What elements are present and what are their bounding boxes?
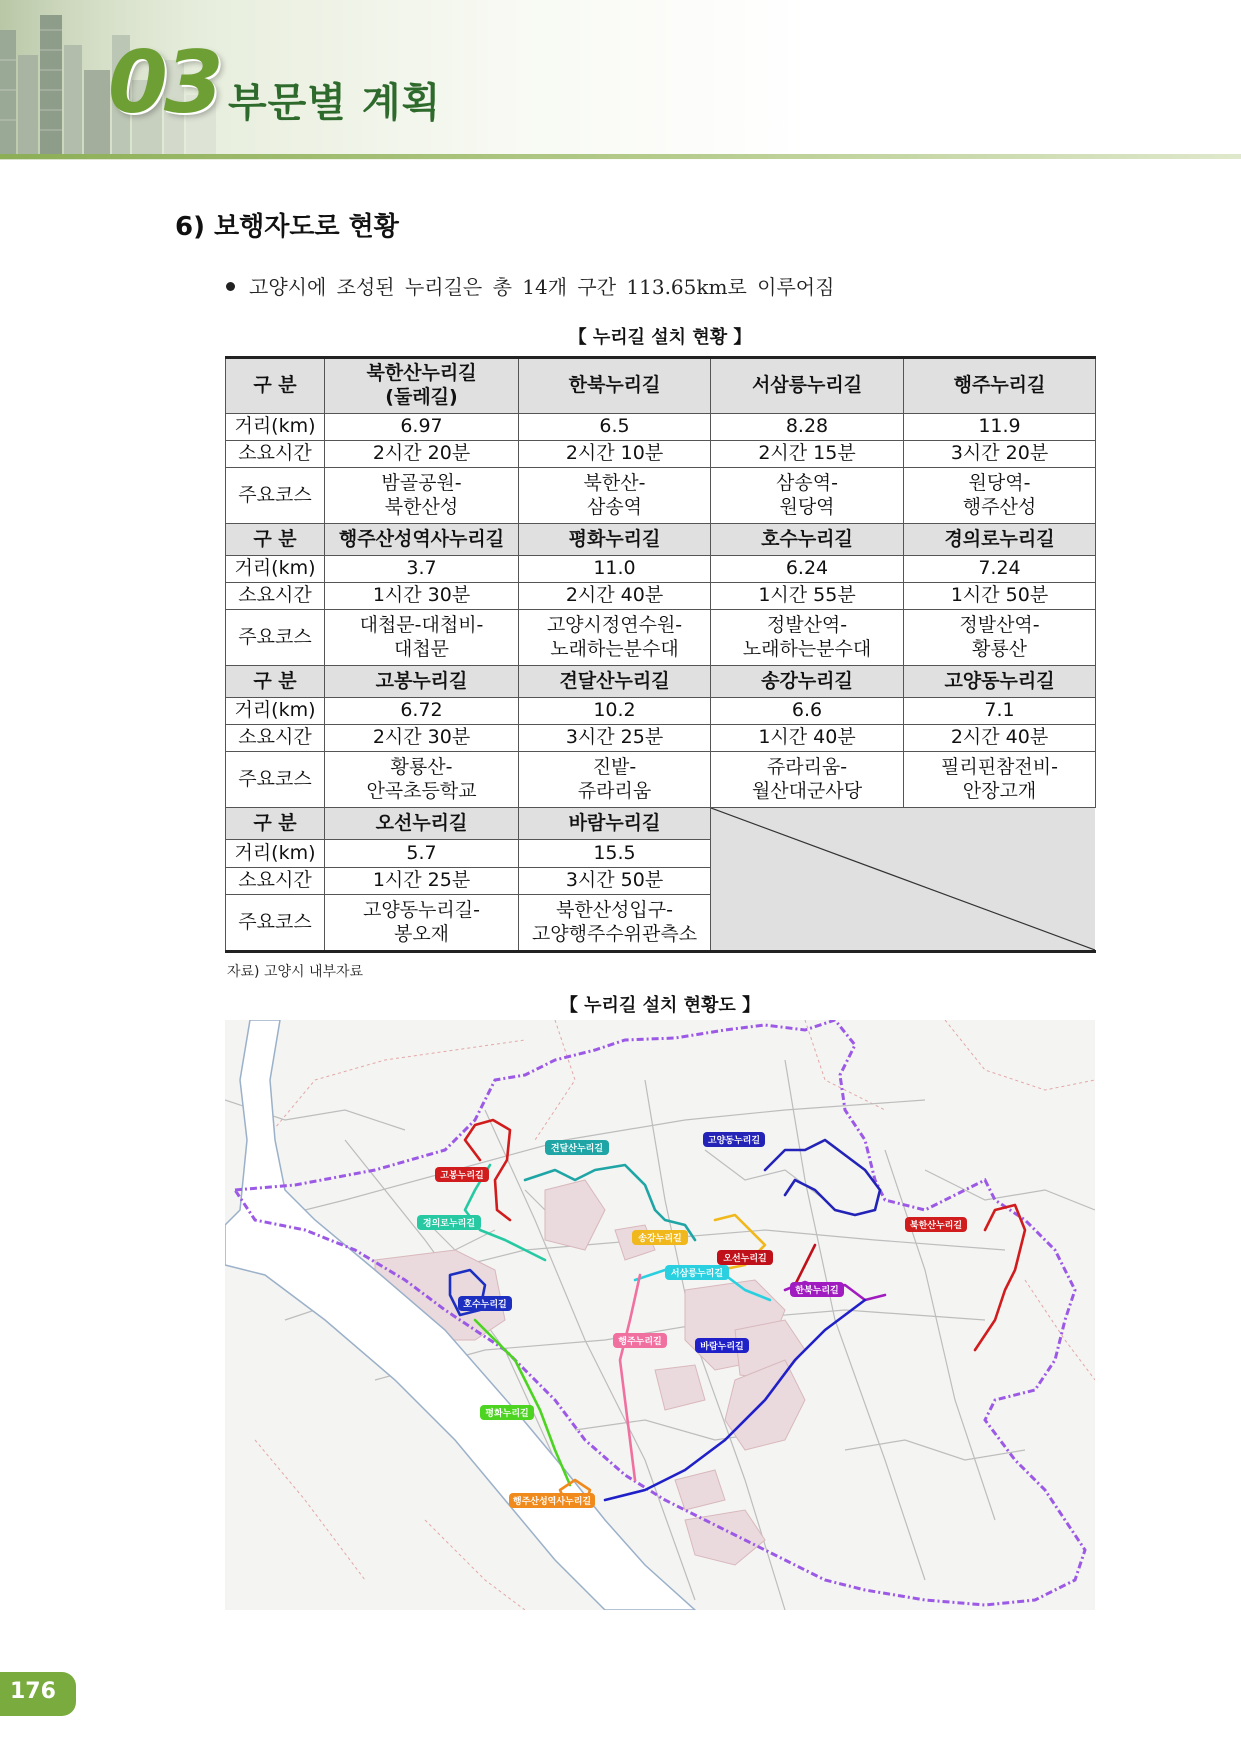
course-line: 필리핀참전비-: [941, 755, 1058, 778]
row-label-course: 주요코스: [226, 752, 325, 808]
course-cell: [519, 895, 711, 952]
empty-diagonal-cell: [711, 808, 1096, 952]
distance-cell: 7.1: [904, 698, 1096, 725]
table-source: 자료) 고양시 내부자료: [227, 964, 364, 980]
row-label-time: 소요시간: [226, 867, 325, 894]
trail-name-cell: 고봉누리길: [325, 666, 519, 698]
course-line: 황룡산-: [390, 755, 453, 778]
trail-name-line: (둘레길): [385, 386, 458, 408]
course-line: 황룡산: [971, 637, 1028, 660]
table-row: [226, 441, 1096, 468]
distance-cell: 15.5: [519, 840, 711, 867]
trail-name-cell: 호수누리길: [711, 524, 904, 556]
row-label-category: 구 분: [226, 666, 325, 698]
distance-cell: 7.24: [904, 556, 1096, 583]
course-line: 쥬라리움-: [766, 755, 848, 778]
table-row: [226, 556, 1096, 583]
distance-cell: 3.7: [325, 556, 519, 583]
course-cell: [325, 610, 519, 666]
table-caption: 【 누리길 설치 현황 】: [568, 327, 752, 348]
course-line: 정발산역-: [959, 613, 1040, 636]
course-line: 안장고개: [962, 779, 1037, 802]
course-line: 행주산성: [962, 495, 1037, 518]
page-number: 176: [10, 1679, 56, 1704]
table-row: [226, 698, 1096, 725]
distance-cell: 10.2: [519, 698, 711, 725]
distance-cell: 6.6: [711, 698, 904, 725]
time-cell: 2시간 40분: [904, 725, 1096, 752]
distance-cell: 6.24: [711, 556, 904, 583]
distance-cell: 6.97: [325, 414, 519, 441]
table-row: [226, 610, 1096, 666]
table-header-row: [226, 524, 1096, 556]
header-rule: [0, 154, 1241, 159]
time-cell: 2시간 40분: [519, 583, 711, 610]
course-cell: [711, 610, 904, 666]
course-cell: [711, 468, 904, 524]
course-line: 정발산역-: [766, 613, 848, 636]
table-row: [226, 468, 1096, 524]
chapter-title: 부문별 계획: [228, 80, 442, 126]
trail-name-line: 북한산누리길: [366, 362, 477, 385]
row-label-time: 소요시간: [226, 725, 325, 752]
section-title: 6) 보행자도로 현황: [175, 212, 399, 242]
row-label-category: 구 분: [226, 524, 325, 556]
row-label-distance: 거리(km): [226, 556, 325, 583]
diagonal-line: [711, 808, 1095, 950]
label-gyeonui: 경의로누리길: [422, 1219, 476, 1229]
row-label-course: 주요코스: [226, 610, 325, 666]
time-cell: 3시간 50분: [519, 867, 711, 894]
trail-name-cell: 송강누리길: [711, 666, 904, 698]
distance-cell: 5.7: [325, 840, 519, 867]
row-label-distance: 거리(km): [226, 414, 325, 441]
label-seosamneung: 서삼릉누리길: [670, 1269, 724, 1279]
label-oseon: 오선누리길: [723, 1254, 767, 1264]
course-line: 대첩문-대첩비-: [359, 613, 484, 636]
course-cell: [904, 752, 1096, 808]
trail-name-cell: 서삼릉누리길: [711, 358, 904, 414]
label-goyangdong: 고양동누리길: [707, 1136, 761, 1146]
trail-name-cell: 바람누리길: [519, 808, 711, 840]
time-cell: 3시간 25분: [519, 725, 711, 752]
course-line: 진밭-: [592, 755, 637, 778]
label-pyeonghwa: 평화누리길: [485, 1409, 529, 1419]
table-header-row: [226, 808, 1096, 840]
course-line: 북한산성: [384, 495, 459, 518]
trail-name-cell: 견달산누리길: [519, 666, 711, 698]
time-cell: 3시간 20분: [904, 441, 1096, 468]
course-cell: [904, 468, 1096, 524]
trail-name-cell: 한북누리길: [519, 358, 711, 414]
label-gobong: 고봉누리길: [440, 1171, 484, 1181]
time-cell: 1시간 50분: [904, 583, 1096, 610]
course-line: 북한산-: [583, 471, 646, 494]
course-line: 월산대군사당: [751, 779, 863, 802]
chapter-header: [0, 0, 1241, 160]
course-line: 삼송역: [586, 495, 643, 518]
trail-name-cell: 행주산성역사누리길: [325, 524, 519, 556]
course-line: 북한산성입구-: [556, 898, 673, 921]
label-haengju: 행주누리길: [618, 1337, 662, 1347]
row-label-course: 주요코스: [226, 895, 325, 952]
course-line: 밤골공원-: [381, 471, 462, 494]
course-cell: [711, 752, 904, 808]
time-cell: 1시간 30분: [325, 583, 519, 610]
trail-name-cell: 행주누리길: [904, 358, 1096, 414]
distance-cell: 6.72: [325, 698, 519, 725]
distance-cell: 6.5: [519, 414, 711, 441]
course-cell: [519, 752, 711, 808]
label-gyeondal: 견달산누리길: [550, 1144, 604, 1154]
course-line: 쥬라리움: [577, 779, 652, 802]
trail-name-cell: 평화누리길: [519, 524, 711, 556]
map-caption: 【 누리길 설치 현황도 】: [559, 995, 761, 1016]
trail-status-table: [225, 356, 1096, 953]
time-cell: 1시간 55분: [711, 583, 904, 610]
table-header-row: [226, 666, 1096, 698]
course-cell: [904, 610, 1096, 666]
trail-name-cell: 경의로누리길: [904, 524, 1096, 556]
course-line: 안곡초등학교: [366, 779, 477, 802]
trail-name-cell: [325, 358, 519, 414]
label-songgang: 송강누리길: [638, 1234, 682, 1244]
course-cell: [325, 468, 519, 524]
course-line: 고양동누리길-: [363, 898, 480, 921]
time-cell: 2시간 15분: [711, 441, 904, 468]
course-cell: [519, 610, 711, 666]
row-label-category: 구 분: [226, 808, 325, 840]
row-label-distance: 거리(km): [226, 698, 325, 725]
course-line: 노래하는분수대: [550, 637, 679, 660]
distance-cell: 11.0: [519, 556, 711, 583]
row-label-time: 소요시간: [226, 583, 325, 610]
label-hosu: 호수누리길: [463, 1300, 507, 1310]
distance-cell: 8.28: [711, 414, 904, 441]
bullet-text: 고양시에 조성된 누리길은 총 14개 구간 113.65km로 이루어짐: [249, 275, 835, 299]
course-cell: [519, 468, 711, 524]
table-header-row: [226, 358, 1096, 414]
chapter-number: 03: [108, 33, 220, 133]
row-label-course: 주요코스: [226, 468, 325, 524]
course-line: 고양시정연수원-: [546, 613, 683, 636]
time-cell: 2시간 30분: [325, 725, 519, 752]
course-line: 원당역-: [968, 471, 1031, 494]
trail-name-cell: 고양동누리길: [904, 666, 1096, 698]
bullet-dot-icon: [226, 282, 235, 291]
course-line: 고양행주수위관측소: [531, 922, 698, 945]
label-haengjusanseong: 행주산성역사누리길: [512, 1497, 592, 1507]
table-row: [226, 583, 1096, 610]
course-cell: [325, 895, 519, 952]
course-line: 원당역: [779, 495, 835, 518]
row-label-time: 소요시간: [226, 441, 325, 468]
course-line: 대첩문: [393, 637, 450, 660]
trail-map: [225, 1020, 1095, 1610]
trail-name-cell: 오선누리길: [325, 808, 519, 840]
table-row: [226, 725, 1096, 752]
time-cell: 1시간 25분: [325, 867, 519, 894]
label-baram: 바람누리길: [700, 1342, 744, 1352]
distance-cell: 11.9: [904, 414, 1096, 441]
table-row: [226, 414, 1096, 441]
bullet-item: [226, 275, 834, 299]
label-bukhansan: 북한산누리길: [909, 1221, 963, 1231]
time-cell: 2시간 10분: [519, 441, 711, 468]
course-cell: [325, 752, 519, 808]
time-cell: 1시간 40분: [711, 725, 904, 752]
time-cell: 2시간 20분: [325, 441, 519, 468]
row-label-distance: 거리(km): [226, 840, 325, 867]
table-row: [226, 752, 1096, 808]
course-line: 노래하는분수대: [742, 637, 872, 660]
row-label-category: 구 분: [226, 358, 325, 414]
label-hanbuk: 한북누리길: [795, 1286, 839, 1296]
course-line: 봉오재: [393, 922, 450, 945]
course-line: 삼송역-: [776, 471, 838, 494]
